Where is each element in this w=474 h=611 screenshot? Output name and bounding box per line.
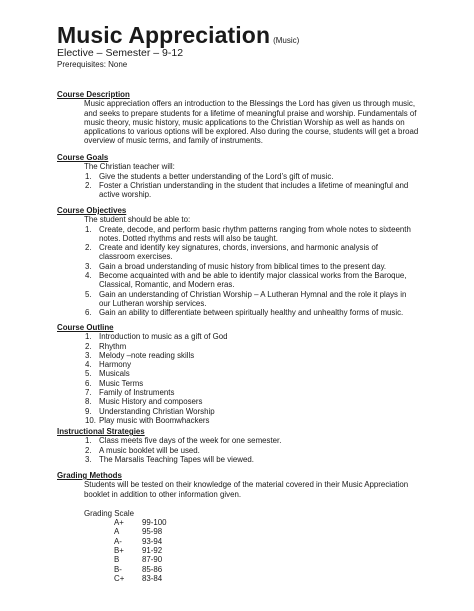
grade-letter: A+ [114,518,124,528]
grading-scale-row [114,527,427,536]
grading-methods-section [57,471,427,583]
objective-item [85,308,415,317]
strategy-item [85,455,415,464]
outline-item [85,416,415,425]
grade-range: 91-92 [142,546,163,556]
goal-item [85,181,415,200]
objective-item-text: Create and identify key signatures, chords, inversions, and harmonic analysis of classroom exercises. [99,243,378,262]
instructional-strategies-list [85,436,415,464]
outline-item-text: Understanding Christian Worship [99,406,215,416]
outline-item-text: Musicals [99,369,130,379]
outline-item-number: 5. [85,369,92,379]
outline-item-number: 10. [85,415,96,425]
strategy-item-number: 3. [85,454,92,464]
outline-item-number: 1. [85,332,92,342]
outline-item-number: 7. [85,388,92,398]
grading-scale-label: Grading Scale [84,508,135,518]
grade-letter: A [114,527,120,537]
outline-item-number: 9. [85,406,92,416]
goal-item-number: 1. [85,171,92,181]
strategy-item-text: Class meets five days of the week for one semester. [99,436,282,446]
outline-item [85,342,415,351]
objective-item-number: 2. [85,243,92,253]
outline-item-text: Melody –note reading skills [99,350,195,360]
outline-item [85,369,415,378]
strategy-item-number: 1. [85,436,92,446]
outline-item-text: Family of Instruments [99,388,175,398]
outline-item-text: Introduction to music as a gift of God [99,332,228,342]
outline-item [85,360,415,369]
outline-item [85,407,415,416]
grading-scale-row [114,537,427,546]
objective-item [85,225,415,244]
objective-item [85,243,415,262]
grading-methods-heading: Grading Methods [57,471,122,480]
objective-item-text: Create, decode, and perform basic rhythm patterns ranging from whole notes to sixteenth notes. Dotted rhythms and rests will also be taught. [99,224,411,243]
outline-item-text: Harmony [99,360,132,370]
objective-item-text: Gain an ability to differentiate between spiritually healthy and unhealthy forms of music. [99,308,404,318]
objective-item [85,262,415,271]
grade-range: 87-90 [142,555,163,565]
goal-item-number: 2. [85,180,92,190]
grading-scale-row [114,565,427,574]
course-objectives-heading: Course Objectives [57,206,127,215]
outline-item-text: Play music with Boomwhackers [99,415,210,425]
outline-item [85,397,415,406]
outline-item [85,379,415,388]
outline-item-number: 8. [85,397,92,407]
course-objectives-intro: The student should be able to: [84,215,191,225]
strategy-item [85,436,415,445]
course-goals-heading: Course Goals [57,153,109,162]
course-outline-list [85,332,415,425]
grading-scale-row [114,518,427,527]
course-description-text: Music appreciation offers an introduction to the Blessings the Lord has given us through music, and seeks to prepare students for a lifetime of meaningful praise and worship. Fundamentals of music theory, music history, music applications to the Christian Worship as well as hands on applications to various options will be explored. Also during the course, students will get a broad overview of music terms, and family of instruments. [84,99,419,146]
strategy-item-text: The Marsalis Teaching Tapes will be viewed. [99,454,254,464]
outline-item-number: 6. [85,378,92,388]
objective-item [85,290,415,309]
course-goals-intro: The Christian teacher will: [84,162,175,172]
outline-item [85,332,415,341]
outline-item-number: 2. [85,341,92,351]
grading-scale-row [114,555,427,564]
course-objectives-list [85,225,415,318]
grade-range: 95-98 [142,527,163,537]
grading-scale-table [114,518,427,583]
outline-item-number: 3. [85,350,92,360]
goal-item-text: Foster a Christian understanding in the student that includes a lifetime of meaningful and active worship. [99,180,409,200]
grade-range: 85-86 [142,564,163,574]
objective-item-number: 6. [85,308,92,318]
page-title: Music Appreciation [57,22,271,48]
course-outline-section [57,323,427,425]
title-suffix: (Music) [273,36,300,45]
outline-item-number: 4. [85,360,92,370]
instructional-strategies-section [57,427,427,464]
grading-methods-text: Students will be tested on their knowledge of the material covered in their Music Appreciation booklet in addition to other information given. [84,480,409,499]
outline-item-text: Music Terms [99,378,144,388]
grade-range: 83-84 [142,573,163,583]
objective-item-number: 5. [85,289,92,299]
grade-letter: B+ [114,546,124,556]
strategy-item [85,446,415,455]
goal-item-text: Give the students a better understanding of the Lord’s gift of music. [99,171,334,181]
course-description-heading: Course Description [57,90,130,99]
objective-item-text: Gain an understanding of Christian Worship – A Lutheran Hymnal and the role it plays in our Lutheran worship services. [99,289,407,308]
course-objectives-section [57,206,427,318]
outline-item-text: Rhythm [99,341,127,351]
objective-item [85,271,415,290]
course-outline-heading: Course Outline [57,323,114,332]
prerequisites: Prerequisites: None [57,60,128,69]
grading-scale-row [114,574,427,583]
outline-item [85,351,415,360]
grade-letter: C+ [114,573,125,583]
goal-item [85,172,415,181]
grade-letter: B [114,555,120,565]
title-row [57,22,299,48]
objective-item-number: 3. [85,261,92,271]
grade-range: 93-94 [142,536,163,546]
course-goals-list [85,172,415,200]
grading-scale-row [114,546,427,555]
course-subtitle: Elective – Semester – 9-12 [57,47,184,59]
objective-item-number: 4. [85,271,92,281]
course-description-section [57,90,427,146]
strategy-item-text: A music booklet will be used. [99,445,200,455]
outline-item [85,388,415,397]
grade-letter: A- [114,536,122,546]
grade-range: 99-100 [142,518,167,528]
outline-item-text: Music History and composers [99,397,203,407]
strategy-item-number: 2. [85,445,92,455]
course-goals-section [57,153,427,199]
grade-letter: B- [114,564,122,574]
objective-item-number: 1. [85,224,92,234]
objective-item-text: Become acquainted with and be able to identify major classical works from the Baroque, Classical, Romantic, and Modern eras. [99,271,407,290]
instructional-strategies-heading: Instructional Strategies [57,427,145,436]
objective-item-text: Gain a broad understanding of music history from biblical times to the present day. [99,261,387,271]
